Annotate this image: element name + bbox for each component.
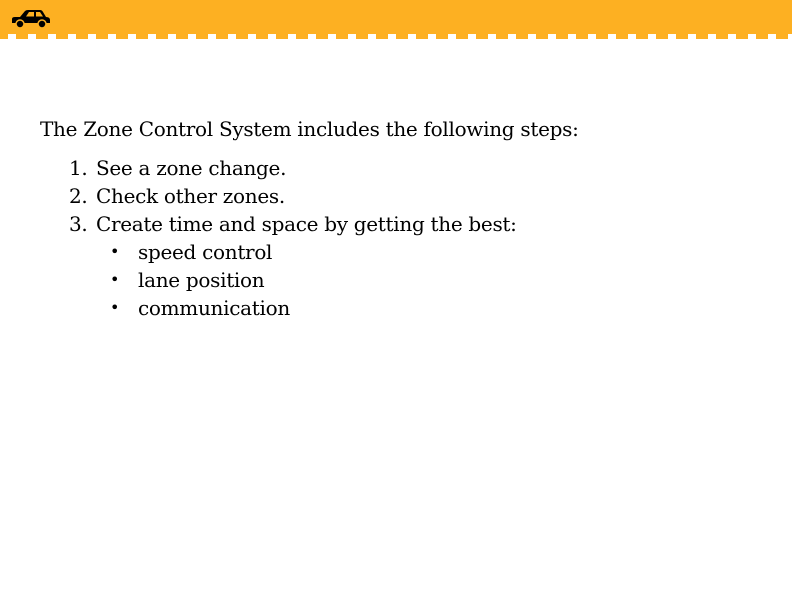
step-item — [40, 210, 760, 322]
dashed-edge — [0, 34, 788, 39]
sub-item — [96, 238, 760, 266]
step-text: See a zone change. — [96, 156, 287, 180]
bullet-icon: • — [110, 242, 120, 261]
step-text: Create time and space by getting the best: — [96, 212, 517, 236]
intro-text: The Zone Control System includes the following steps: — [40, 117, 579, 141]
sub-item-text: lane position — [138, 268, 265, 292]
step-item — [40, 182, 760, 210]
sub-item — [96, 266, 760, 294]
sub-item-text: communication — [138, 296, 290, 320]
header-bar — [0, 0, 792, 40]
sub-item-text: speed control — [138, 240, 273, 264]
car-icon — [10, 9, 52, 29]
bullet-icon: • — [110, 298, 120, 317]
sub-list — [96, 238, 760, 322]
step-number: 3. — [69, 212, 88, 236]
step-text: Check other zones. — [96, 184, 285, 208]
sub-item — [96, 294, 760, 322]
bullet-icon: • — [110, 270, 120, 289]
steps-list — [40, 154, 760, 322]
header-band — [0, 0, 792, 40]
step-number: 1. — [69, 156, 88, 180]
step-number: 2. — [69, 184, 88, 208]
slide-content — [40, 115, 760, 322]
step-item — [40, 154, 760, 182]
